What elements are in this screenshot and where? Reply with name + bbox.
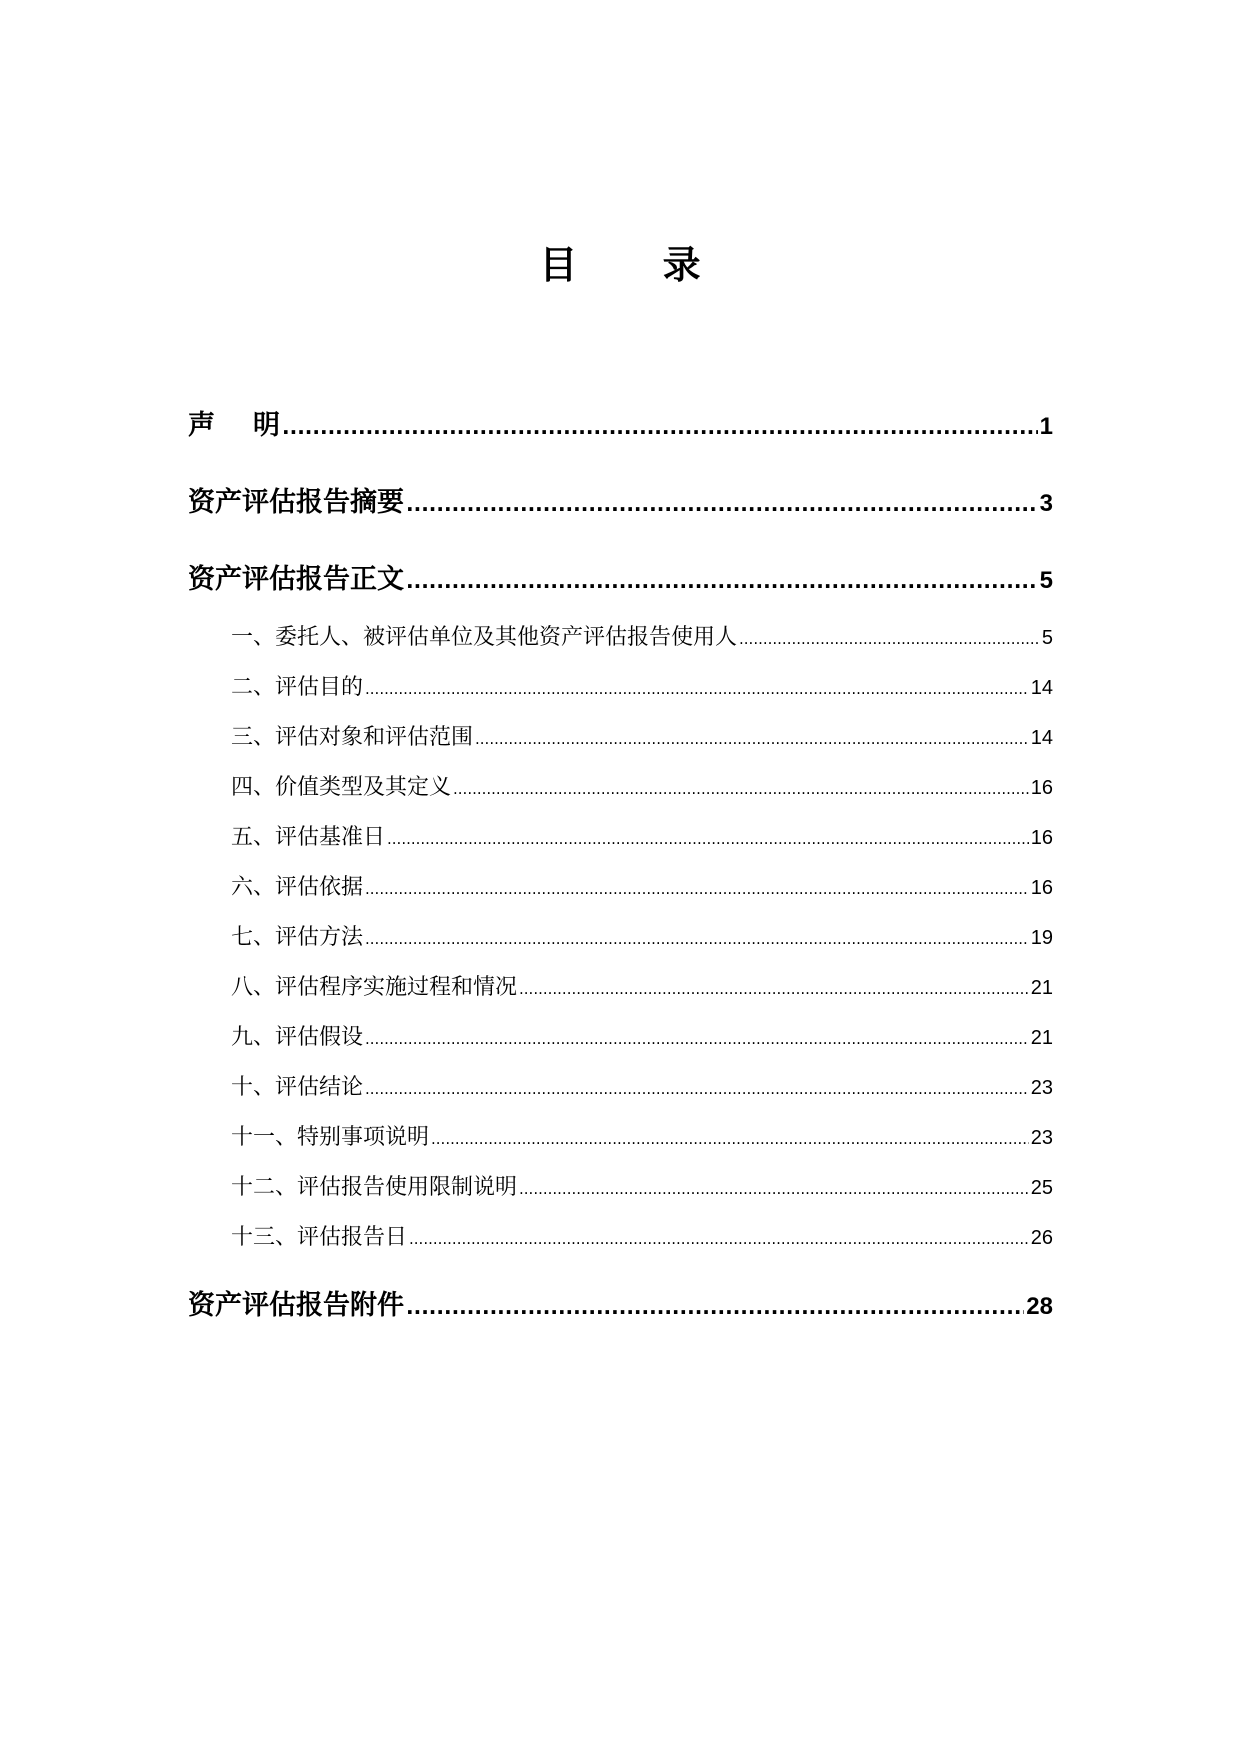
toc-page-number: 14 xyxy=(1030,727,1053,749)
toc-page-number: 1 xyxy=(1039,413,1053,440)
toc-entry-label: 资产评估报告附件 xyxy=(188,1290,404,1321)
toc-entry-label: 声明 xyxy=(188,410,318,441)
toc-entry-label: 资产评估报告摘要 xyxy=(188,487,404,518)
toc-page-number: 5 xyxy=(1039,567,1053,594)
toc-page-number: 5 xyxy=(1041,627,1053,649)
toc-page-number: 3 xyxy=(1039,490,1053,517)
toc-entry-label: 九、评估假设 xyxy=(231,1025,364,1050)
toc-entry-label: 二、评估目的 xyxy=(231,675,364,700)
table-of-contents xyxy=(188,406,1053,1363)
toc-page-number: 16 xyxy=(1030,877,1053,899)
toc-subentry[interactable] xyxy=(188,771,1053,806)
toc-entry-label: 一、委托人、被评估单位及其他资产评估报告使用人 xyxy=(231,625,738,650)
toc-leader-dots xyxy=(406,561,1038,601)
toc-page-number: 14 xyxy=(1030,677,1053,699)
toc-page-number: 23 xyxy=(1030,1127,1053,1149)
toc-entry-main-text[interactable] xyxy=(188,560,1053,601)
toc-leader-dots xyxy=(519,973,1029,1006)
toc-subentry[interactable] xyxy=(188,1221,1053,1256)
toc-leader-dots xyxy=(365,1073,1029,1106)
toc-leader-dots xyxy=(453,773,1029,806)
toc-leader-dots xyxy=(519,1173,1029,1206)
toc-entry-summary[interactable] xyxy=(188,483,1053,524)
toc-leader-dots xyxy=(365,873,1029,906)
toc-page-number: 21 xyxy=(1030,1027,1053,1049)
toc-page-number: 25 xyxy=(1030,1177,1053,1199)
toc-leader-dots xyxy=(282,407,1038,447)
toc-page-number: 28 xyxy=(1026,1293,1053,1320)
toc-page-number: 19 xyxy=(1030,927,1053,949)
toc-entry-label: 五、评估基准日 xyxy=(231,825,386,850)
toc-entry-label: 十三、评估报告日 xyxy=(231,1225,408,1250)
toc-entry-label: 资产评估报告正文 xyxy=(188,564,404,595)
toc-leader-dots xyxy=(406,484,1038,524)
toc-subentry[interactable] xyxy=(188,971,1053,1006)
page-title: 目 录 xyxy=(539,243,737,287)
toc-subentry[interactable] xyxy=(188,721,1053,756)
toc-subentry[interactable] xyxy=(188,1171,1053,1206)
toc-leader-dots xyxy=(475,723,1029,756)
toc-page-number: 21 xyxy=(1030,977,1053,999)
toc-entry-attachments[interactable] xyxy=(188,1286,1053,1327)
toc-leader-dots xyxy=(406,1287,1024,1327)
toc-subentry[interactable] xyxy=(188,1071,1053,1106)
toc-leader-dots xyxy=(365,673,1029,706)
toc-leader-dots xyxy=(365,923,1029,956)
toc-entry-label: 七、评估方法 xyxy=(231,925,364,950)
toc-subentry[interactable] xyxy=(188,671,1053,706)
toc-subentry[interactable] xyxy=(188,871,1053,906)
toc-entry-label: 十一、特别事项说明 xyxy=(231,1125,430,1150)
toc-entry-label: 十、评估结论 xyxy=(231,1075,364,1100)
toc-leader-dots xyxy=(409,1223,1029,1256)
toc-subentry[interactable] xyxy=(188,1121,1053,1156)
toc-subentry[interactable] xyxy=(188,621,1053,656)
toc-entry-label: 十二、评估报告使用限制说明 xyxy=(231,1175,518,1200)
toc-page-number: 23 xyxy=(1030,1077,1053,1099)
toc-subentry[interactable] xyxy=(188,921,1053,956)
toc-entry-label: 三、评估对象和评估范围 xyxy=(231,725,474,750)
toc-leader-dots xyxy=(431,1123,1029,1156)
toc-entry-statement[interactable] xyxy=(188,406,1053,447)
toc-page-number: 16 xyxy=(1030,827,1053,849)
toc-entry-label: 六、评估依据 xyxy=(231,875,364,900)
toc-entry-label: 八、评估程序实施过程和情况 xyxy=(231,975,518,1000)
toc-leader-dots xyxy=(365,1023,1029,1056)
toc-leader-dots xyxy=(739,623,1040,656)
toc-subentry[interactable] xyxy=(188,1021,1053,1056)
toc-entry-label: 四、价值类型及其定义 xyxy=(231,775,452,800)
toc-leader-dots xyxy=(387,823,1029,856)
toc-subentry[interactable] xyxy=(188,821,1053,856)
toc-page-number: 26 xyxy=(1030,1227,1053,1249)
toc-page-number: 16 xyxy=(1030,777,1053,799)
